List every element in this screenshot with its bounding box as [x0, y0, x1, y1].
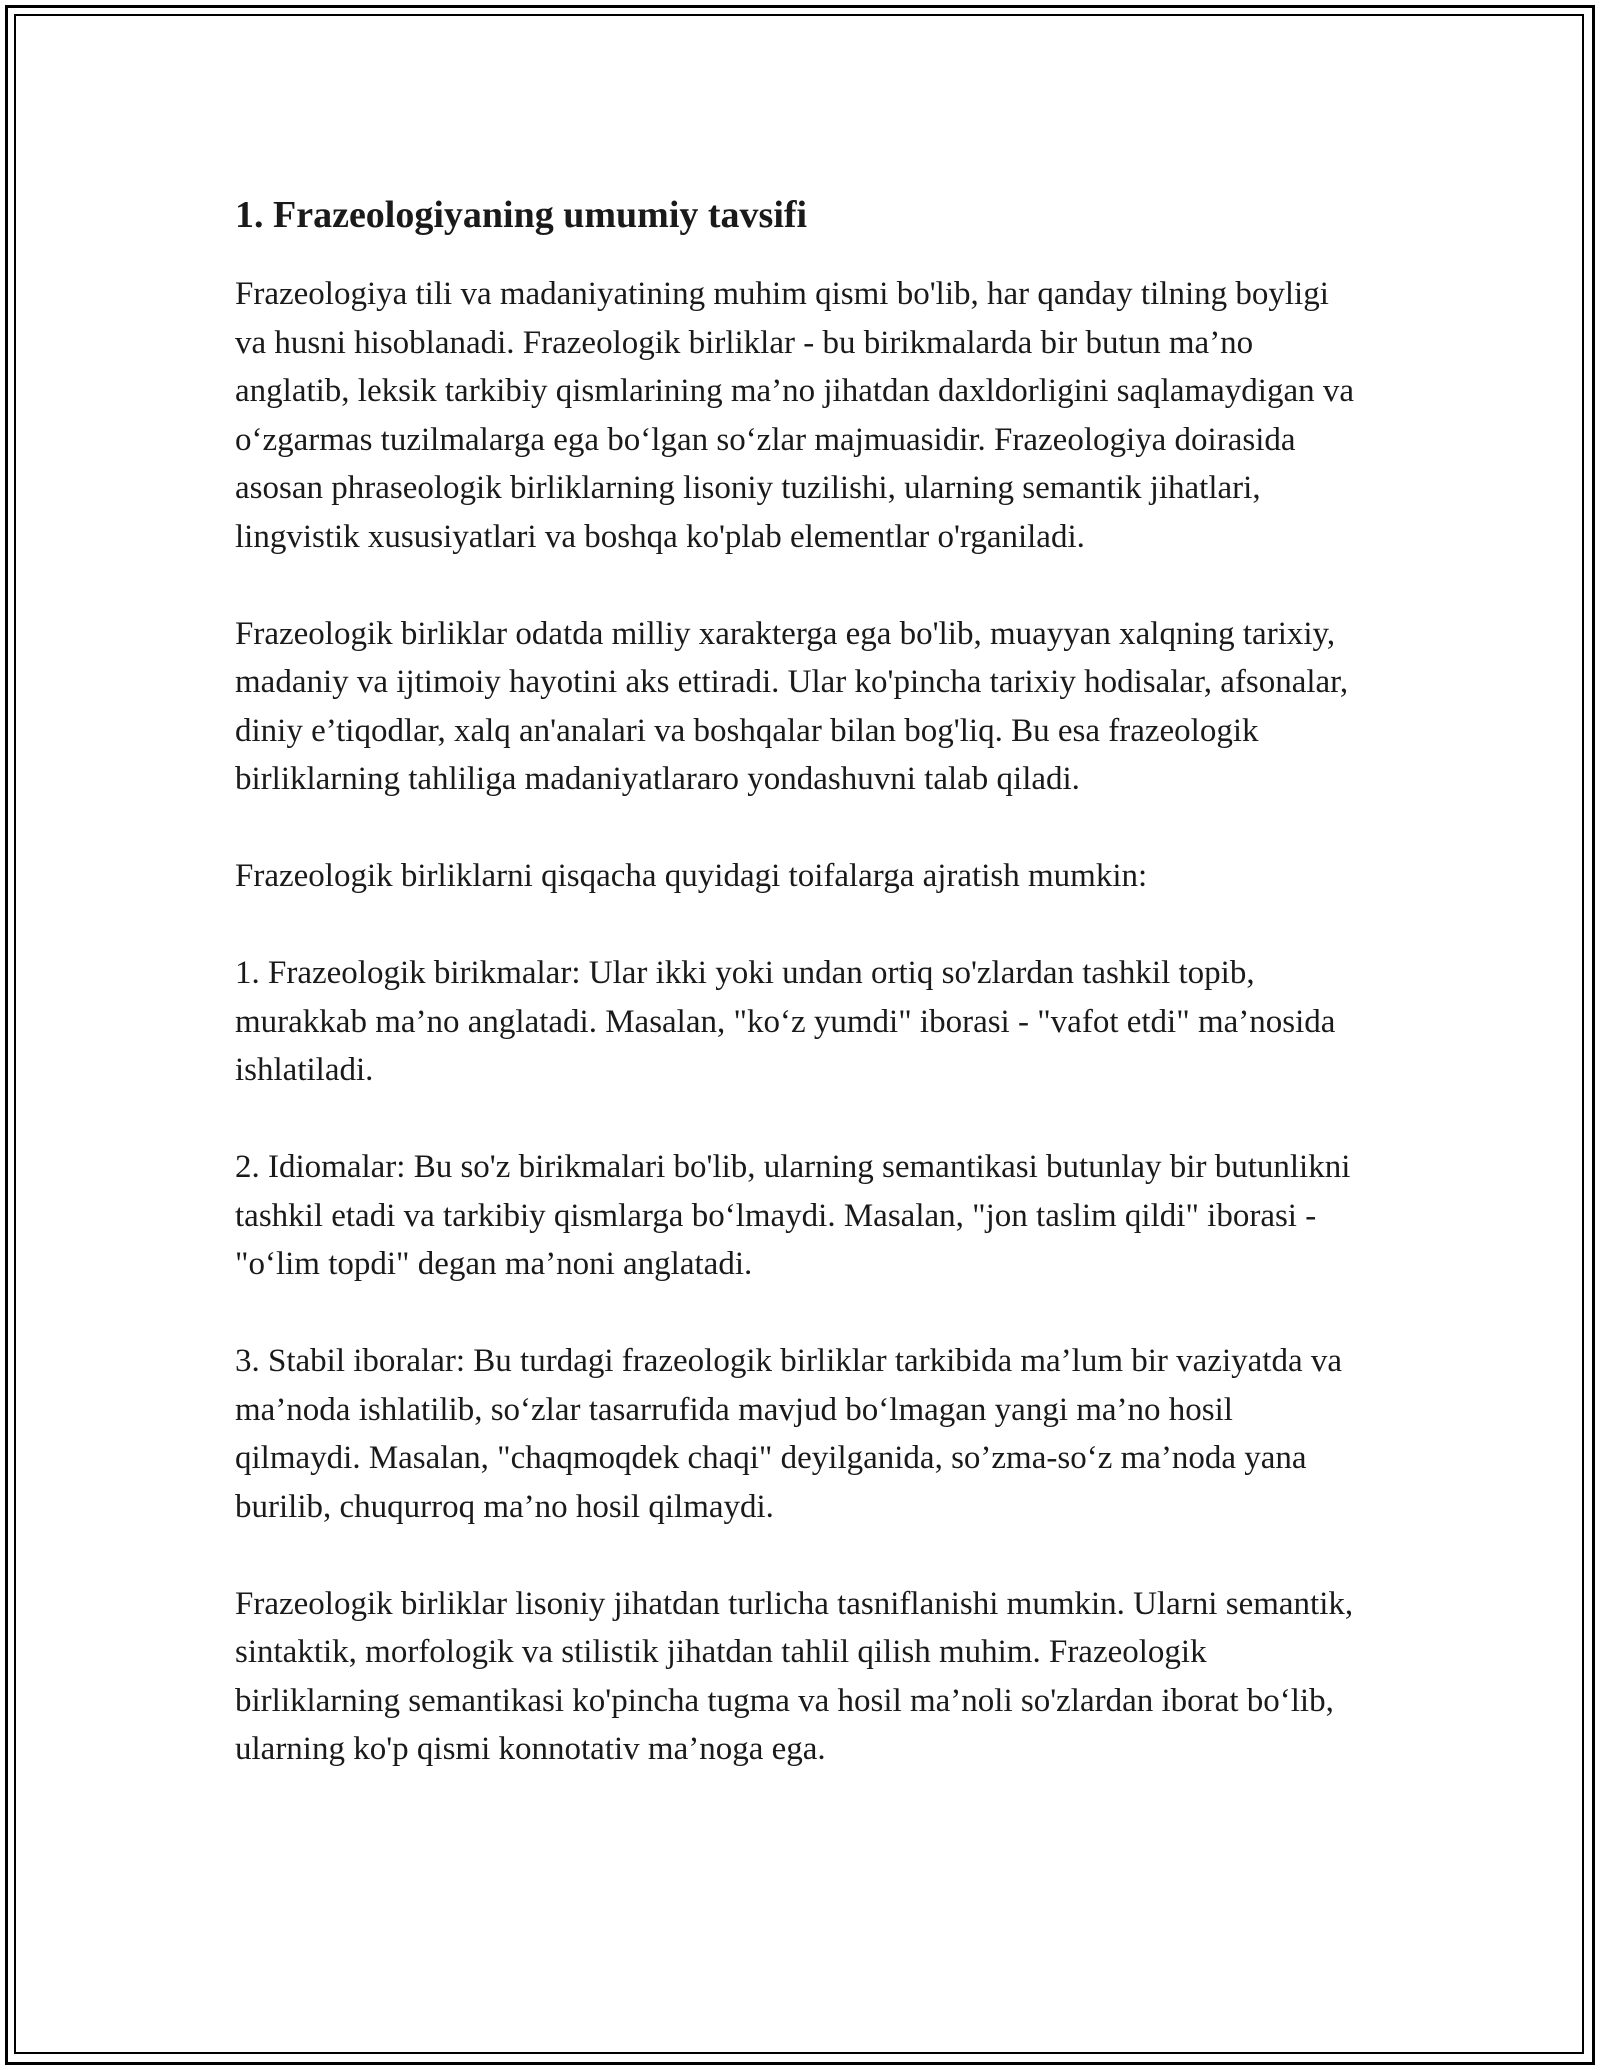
list-item-birikmalar: 1. Frazeologik birikmalar: Ular ikki yoki undan ortiq so'zlardan tashkil topib, murakkab ma’no anglatadi. Masalan, "ko‘z yumdi" iborasi - "vafot etdi" ma’nosida ishlatiladi.	[235, 955, 1336, 1088]
paragraph-national-character: Frazeologik birliklar odatda milliy xarakterga ega bo'lib, muayyan xalqning tarixiy, madaniy va ijtimoiy hayotini aks ettiradi. Ular ko'pincha tarixiy hodisalar, afsonalar, diniy e’tiqodlar, xalq an'analari va boshqalar bilan bog'liq. Bu esa frazeologik birliklarning tahliliga madaniyatlararo yondashuvni talab qiladi.	[235, 615, 1349, 797]
paragraph-intro: Frazeologiya tili va madaniyatining muhim qismi bo'lib, har qanday tilning boyligi va husni hisoblanadi. Frazeologik birliklar - bu birikmalarda bir butun ma’no anglatib, leksik tarkibiy qismlarining ma’no jihatdan daxldorligini saqlamaydigan va o‘zgarmas tuzilmalarga ega bo‘lgan so‘zlar majmuasidir. Frazeologiya doirasida asosan phraseologik birliklarning lisoniy tuzilishi, ularning semantik jihatlari, lingvistik xususiyatlari va boshqa ko'plab elementlar o'rganiladi.	[235, 276, 1355, 555]
list-item-stabil-iboralar: 3. Stabil iboralar: Bu turdagi frazeologik birliklar tarkibida ma’lum bir vaziyatda va ma’noda ishlatilib, so‘zlar tasarrufida mavjud bo‘lmagan yangi ma’no hosil qilmaydi. Masalan, "chaqmoqdek chaqi" deyilganida, so’zma-so‘z ma’noda yana burilib, chuqurroq ma’no hosil qilmaydi.	[235, 1343, 1342, 1525]
paragraph-classification: Frazeologik birliklar lisoniy jihatdan turlicha tasniflanishi mumkin. Ularni semantik, sintaktik, morfologik va stilistik jihatdan tahlil qilish muhim. Frazeologik birliklarning semantikasi ko'pincha tugma va hosil ma’noli so'zlardan iborat bo‘lib, ularning ko'p qismi konnotativ ma’noga ega.	[235, 1585, 1354, 1767]
document-body	[235, 182, 1365, 1774]
section-heading: 1. Frazeologiyaning umumiy tavsifi	[235, 194, 808, 236]
list-item-idiomalar: 2. Idiomalar: Bu so'z birikmalari bo'lib, ularning semantikasi butunlay bir butunlikni tashkil etadi va tarkibiy qismlarga bo‘lmaydi. Masalan, "jon taslim qildi" iborasi - "o‘lim topdi" degan ma’noni anglatadi.	[235, 1149, 1351, 1282]
paragraph-categories-intro: Frazeologik birliklarni qisqacha quyidagi toifalarga ajratish mumkin:	[235, 858, 1148, 894]
